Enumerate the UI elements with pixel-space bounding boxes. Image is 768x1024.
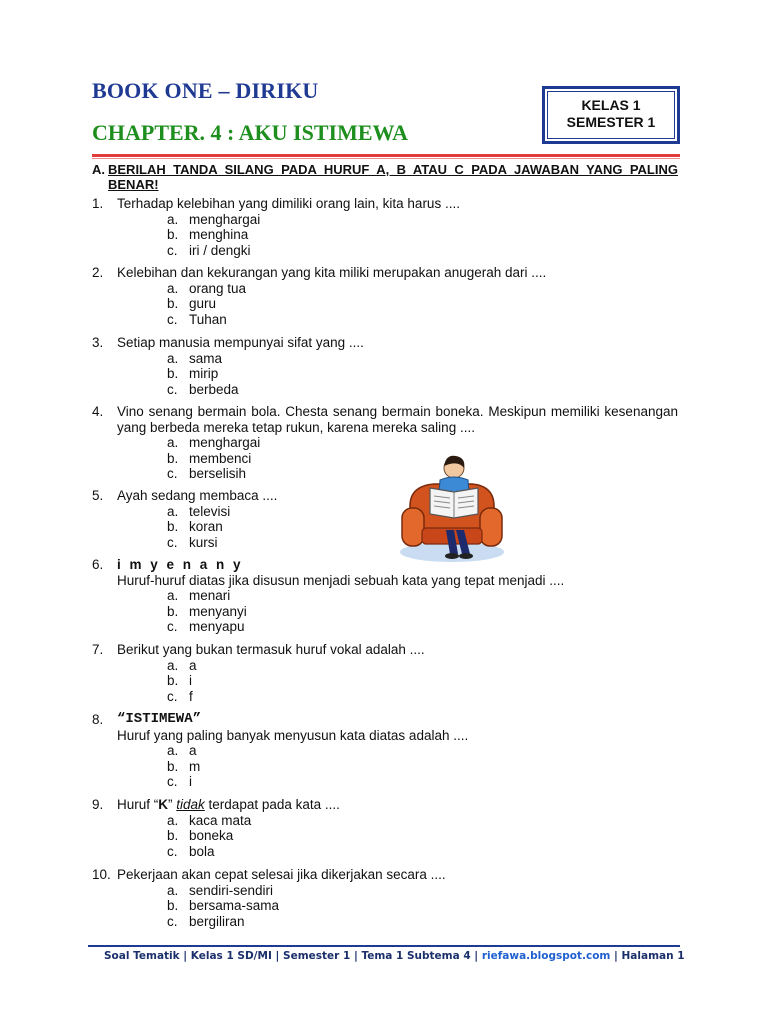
- question-number: 4.: [92, 404, 104, 419]
- question-8: [92, 712, 678, 790]
- question-stem: Vino senang bermain bola. Chesta senang bermain boneka. Meskipun memiliki kesenangan yang berbeda mereka tetap rukun, karena mereka saling ....: [117, 404, 678, 435]
- question-number: 7.: [92, 642, 104, 657]
- option-c[interactable]: c. menyapu: [167, 619, 245, 634]
- semester-label: SEMESTER 1: [566, 114, 656, 130]
- question-number: 9.: [92, 797, 104, 812]
- question-stem: Huruf “K” tidak terdapat pada kata ....: [117, 797, 340, 812]
- question-4: [92, 404, 678, 482]
- question-stem: Huruf yang paling banyak menyusun kata diatas adalah ....: [117, 727, 469, 743]
- question-stem: Ayah sedang membaca ....: [117, 488, 278, 503]
- option-c[interactable]: c. iri / dengki: [167, 242, 251, 258]
- option-c[interactable]: c. bola: [167, 843, 215, 859]
- question-stem: Berikut yang bukan termasuk huruf vokal adalah ....: [117, 642, 425, 657]
- question-number: 6.: [92, 557, 104, 572]
- footer-divider: [88, 945, 680, 947]
- header-divider: [92, 154, 680, 157]
- option-c[interactable]: c. f: [167, 688, 193, 704]
- scrambled-letters: i m y e n a n y: [117, 557, 244, 572]
- option-c[interactable]: c. berselisih: [167, 466, 247, 481]
- header-divider-thin: [92, 158, 680, 159]
- option-b[interactable]: b. bersama-sama: [167, 898, 280, 913]
- question-stem: Setiap manusia mempunyai sifat yang ....: [117, 335, 364, 350]
- option-a[interactable]: a. a: [167, 743, 197, 758]
- option-b[interactable]: b. koran: [167, 519, 223, 534]
- question-10: [92, 867, 678, 929]
- question-number: 10.: [92, 867, 111, 882]
- option-a[interactable]: a. kaca mata: [167, 812, 252, 828]
- option-a[interactable]: a. a: [167, 657, 197, 673]
- option-b[interactable]: b. mirip: [167, 366, 219, 381]
- question-stem: Pekerjaan akan cepat selesai jika dikerjakan secara ....: [117, 867, 446, 882]
- keyword: “ISTIMEWA”: [117, 711, 202, 727]
- question-stem: Huruf-huruf diatas jika disusun menjadi sebuah kata yang tepat menjadi ....: [117, 572, 565, 588]
- question-number: 3.: [92, 335, 104, 350]
- option-b[interactable]: b. guru: [167, 296, 217, 311]
- option-c[interactable]: c. bergiliran: [167, 913, 245, 929]
- option-b[interactable]: b. boneka: [167, 828, 234, 843]
- question-6: [92, 557, 678, 635]
- option-b[interactable]: b. menyanyi: [167, 603, 247, 619]
- blog-link[interactable]: riefawa.blogspot.com: [481, 950, 611, 962]
- page-footer: Soal Tematik | Kelas 1 SD/MI | Semester 1 | Tema 1 Subtema 4 | riefawa.blogspot.com | Halaman 1: [104, 950, 685, 962]
- option-a[interactable]: a. menari: [167, 588, 231, 603]
- option-b[interactable]: b. m: [167, 758, 201, 774]
- option-a[interactable]: a. sendiri-sendiri: [167, 882, 274, 898]
- question-number: 2.: [92, 265, 104, 280]
- question-9: [92, 797, 678, 859]
- instruction-text: BERILAH TANDA SILANG PADA HURUF A, B ATAU C PADA JAWABAN YANG PALING BENAR!: [108, 162, 678, 192]
- option-b[interactable]: b. membenci: [167, 450, 252, 466]
- option-a[interactable]: a. sama: [167, 350, 223, 366]
- option-a[interactable]: a. menghargai: [167, 211, 261, 227]
- word-tidak: tidak: [176, 797, 205, 812]
- option-b[interactable]: b. i: [167, 673, 192, 688]
- option-c[interactable]: c. Tuhan: [167, 311, 227, 327]
- option-c[interactable]: c. i: [167, 774, 192, 789]
- option-b[interactable]: b. menghina: [167, 227, 249, 242]
- question-number: 1.: [92, 196, 104, 211]
- question-1: [92, 196, 678, 258]
- question-stem: Terhadap kelebihan yang dimiliki orang lain, kita harus ....: [117, 196, 460, 211]
- option-a[interactable]: a. orang tua: [167, 280, 247, 296]
- question-5: [92, 488, 678, 550]
- question-number: 5.: [92, 488, 104, 503]
- option-a[interactable]: a. televisi: [167, 503, 231, 519]
- question-stem: Kelebihan dan kekurangan yang kita miliki merupakan anugerah dari ....: [117, 265, 547, 280]
- section-label: A.: [92, 162, 105, 177]
- class-semester-box: [542, 86, 680, 144]
- question-2: [92, 265, 678, 327]
- chapter-title: CHAPTER. 4 : AKU ISTIMEWA: [92, 120, 408, 145]
- option-c[interactable]: c. kursi: [167, 534, 218, 550]
- option-c[interactable]: c. berbeda: [167, 381, 239, 397]
- question-7: [92, 642, 678, 704]
- book-title: BOOK ONE – DIRIKU: [92, 78, 319, 103]
- man-reading-newspaper-icon: [396, 448, 508, 566]
- question-number: 8.: [92, 712, 104, 727]
- letter-k: K: [158, 797, 169, 812]
- kelas-label: KELAS 1: [581, 97, 641, 113]
- section-instruction: [92, 162, 678, 192]
- option-a[interactable]: a. menghargai: [167, 435, 261, 450]
- question-3: [92, 335, 678, 397]
